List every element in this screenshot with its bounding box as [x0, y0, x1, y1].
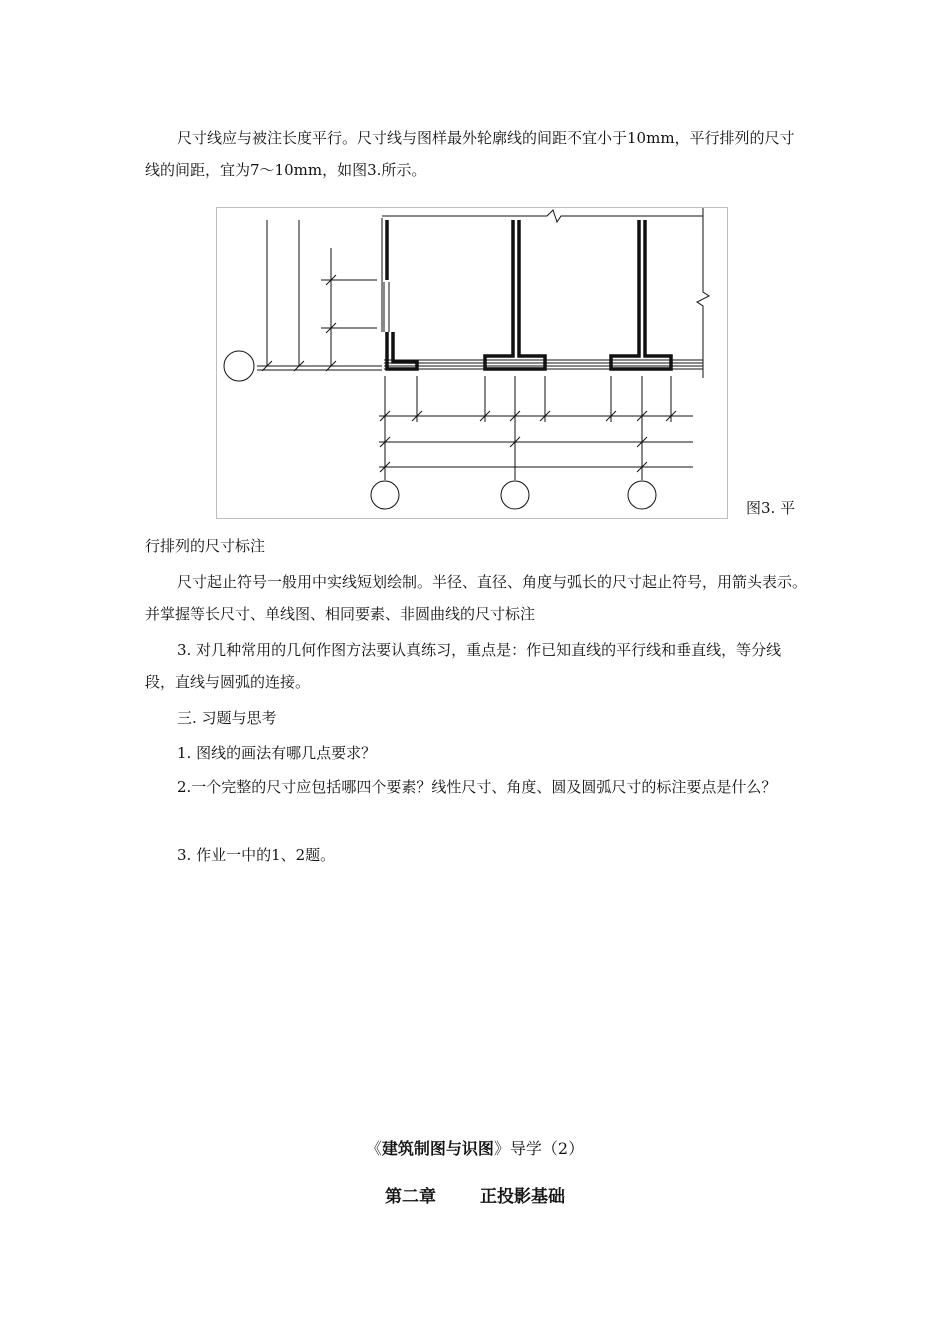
- title-suffix: 导学（2）: [509, 1139, 585, 1158]
- question-item: 2.一个完整的尺寸应包括哪四个要素？线性尺寸、角度、圆及圆弧尺寸的标注要点是什么？: [177, 778, 777, 796]
- chapter-number: 第二章: [385, 1187, 436, 1207]
- title-close-quote: 》: [493, 1139, 510, 1158]
- question-item: 3. 作业一中的1、2题。: [177, 846, 336, 864]
- paragraph-geometric-construction: 3. 对几种常用的几何作图方法要认真练习，重点是：作已知直线的平行线和垂直线，等分线段，直线与圆弧的连接。: [145, 641, 782, 691]
- axis-bubble-2: [501, 481, 529, 509]
- dimension-drawing: [217, 208, 729, 520]
- axis-bubble-1: [371, 481, 399, 509]
- paragraph-dimension-symbols: 尺寸起止符号一般用中实线短划绘制。半径、直径、角度与弧长的尺寸起止符号，用箭头表示。并掌握等长尺寸、单线图、相同要素、非圆曲线的尺寸标注: [145, 573, 808, 623]
- section-heading-exercises: 三. 习题与思考: [177, 709, 277, 727]
- paragraph-dimension-lines: 尺寸线应与被注长度平行。尺寸线与图样最外轮廓线的间距不宜小于10mm，平行排列的尺寸线的间距，宜为7～10mm，如图3.所示。: [145, 129, 795, 179]
- wall-left: [387, 220, 417, 369]
- figure-caption: 图3. 平: [746, 499, 796, 517]
- chapter-name: 正投影基础: [480, 1187, 565, 1207]
- title-open-quote: 《: [365, 1139, 382, 1158]
- wall-right: [611, 220, 671, 369]
- axis-bubble-3: [628, 481, 656, 509]
- chapter-heading: [0, 1183, 950, 1211]
- title-book-name: 建筑制图与识图: [381, 1139, 494, 1158]
- question-item: 1. 图线的画法有哪几点要求？: [177, 744, 377, 762]
- axis-bubble-left: [224, 351, 254, 381]
- break-line-right: [697, 208, 709, 378]
- figure-parallel-dimensions: [216, 207, 728, 519]
- document-title: [0, 1135, 950, 1163]
- figure-caption-continuation: 行排列的尺寸标注: [145, 537, 266, 555]
- break-line-top: [382, 210, 703, 222]
- wall-middle: [485, 220, 545, 369]
